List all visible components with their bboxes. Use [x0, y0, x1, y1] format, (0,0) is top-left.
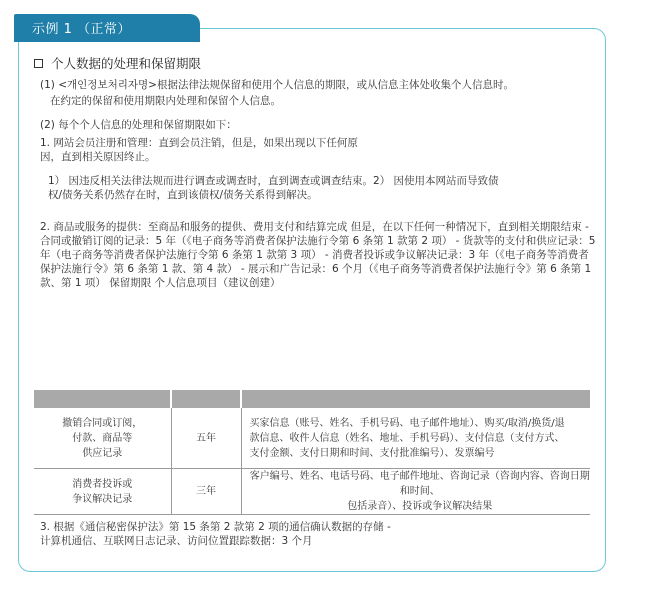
table-header-cell	[171, 390, 241, 408]
item3-line1: 3. 根据《通信秘密保护法》第 15 条第 2 款第 2 项的通信确认数据的存储 -	[40, 521, 391, 533]
items-cell: 客户编号、姓名、电话号码、电子邮件地址、咨询记录（咨询内容、咨询日期和时间、 包括录音）、投诉或争议解决结果	[241, 469, 590, 515]
item1	[40, 136, 358, 164]
example-tab: 示例 1 （正常）	[14, 14, 200, 42]
para1-line2: 在约定的保留和使用期限内处理和保留个人信息。	[50, 95, 281, 107]
item3-line2: 计算机通信、互联网日志记录、访问位置跟踪数据：3 个月	[40, 535, 313, 547]
table-header-cell	[241, 390, 590, 408]
table-row	[34, 469, 590, 515]
items-cell: 买家信息（账号、姓名、手机号码、电子邮件地址）、购买/取消/换货/退 款信息、收件人信息（姓名、地址、手机号码）、支付信息（支付方式、 支付金额、支付日期和时间、支付批准编号）、发票编号	[241, 408, 590, 469]
table-row	[34, 408, 590, 469]
category-cell: 撤销合同或订阅， 付款、商品等 供应记录	[34, 408, 171, 469]
para1-line1: (1) <개인정보처리자명>根据法律法规保留和使用个人信息的期限，或从信息主体处收集个人信息时。	[40, 79, 514, 91]
category-cell: 消费者投诉或 争议解决记录	[34, 469, 171, 515]
period-cell: 五年	[171, 408, 241, 469]
item1-detail	[48, 174, 499, 202]
item2-line: 保护法施行令》第 6 条第 1 款、第 4 款） - 展示和广告记录：6 个月（《电子商务等消费者保护法施行令》第 6 条第 1	[40, 263, 592, 275]
section-title-text: 个人数据的处理和保留期限	[51, 56, 202, 71]
item1-detail-line1: 1） 因违反相关法律法规而进行调查或调查时，直到调查或调查结束。2） 因使用本网站而导致债	[48, 175, 499, 187]
item2-line: 合同或撤销订阅的记录：5 年（《电子商务等消费者保护法施行令第 6 条第 1 款第 2 项） - 货款等的支付和供应记录：5	[40, 235, 596, 247]
item1-line1: 1. 网站会员注册和管理：直到会员注销，但是，如果出现以下任何原	[40, 137, 358, 149]
item3	[40, 520, 391, 548]
table-header-row	[34, 390, 590, 408]
item2-line: 2. 商品或服务的提供：至商品和服务的提供、费用支付和结算完成 但是，在以下任何一种情况下，直到相关期限结束 -	[40, 221, 589, 233]
item2	[40, 220, 595, 290]
item2-line: 款、第 1 项） 保留期限 个人信息项目（建议创建）	[40, 277, 281, 289]
item1-detail-line2: 权/债务关系仍然存在时，直到该债权/债务关系得到解决。	[48, 189, 318, 201]
item1-line2: 因，直到相关原因终止。	[40, 151, 156, 163]
checkbox-square-icon	[34, 59, 43, 68]
item2-line: 年（电子商务等消费者保护法施行令第 6 条第 1 款第 3 项） - 消费者投诉或争议解决记录：3 年（《电子商务等消费者	[40, 249, 589, 261]
section-title	[34, 54, 201, 72]
retention-table	[34, 390, 590, 515]
para2-heading: (2) 每个个人信息的处理和保留期限如下：	[40, 119, 237, 131]
period-cell: 三年	[171, 469, 241, 515]
table-header-cell	[34, 390, 171, 408]
